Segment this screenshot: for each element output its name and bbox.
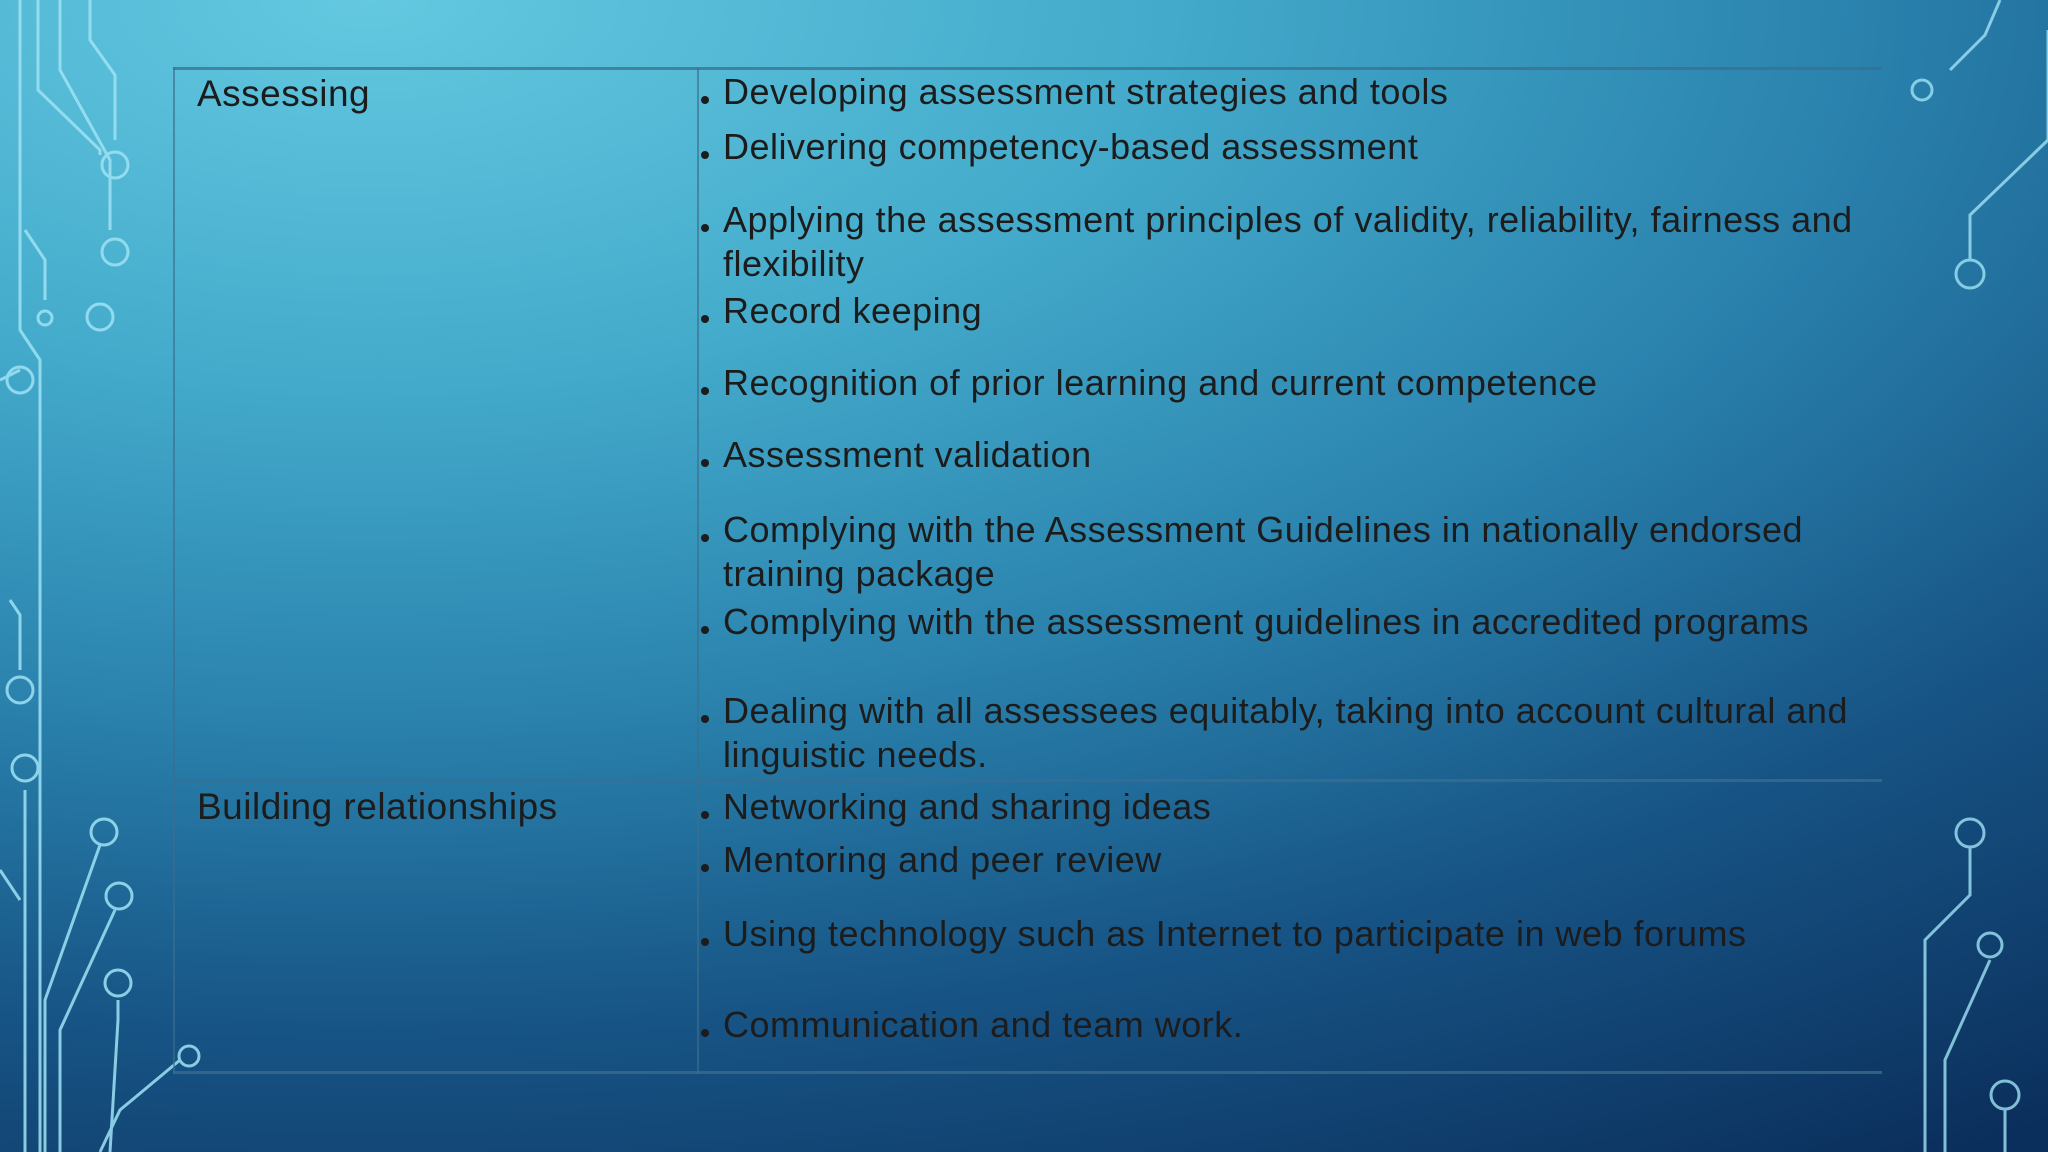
- list-item: Assessment validation: [723, 433, 1863, 477]
- list-item: Recognition of prior learning and current competence: [723, 361, 1863, 405]
- list-item: Complying with the Assessment Guidelines in nationally endorsed training package: [723, 508, 1863, 596]
- list-item: Using technology such as Internet to participate in web forums: [723, 912, 1863, 956]
- list-item: Complying with the assessment guidelines in accredited programs: [723, 600, 1863, 644]
- bullet-icon: [701, 224, 709, 232]
- bullet-icon: [701, 938, 709, 946]
- bullet-icon: [701, 626, 709, 634]
- content-table: [173, 67, 1882, 1074]
- list-item: Applying the assessment principles of validity, reliability, fairness and flexibility: [723, 198, 1863, 286]
- circuit-decoration-right: [1912, 0, 2048, 1152]
- list-item: Networking and sharing ideas: [723, 785, 1863, 829]
- list-item: Dealing with all assessees equitably, taking into account cultural and linguistic needs.: [723, 689, 1863, 777]
- bullet-icon: [701, 151, 709, 159]
- bullet-icon: [701, 864, 709, 872]
- list-item: Mentoring and peer review: [723, 838, 1863, 882]
- row-divider: [173, 779, 1882, 782]
- bullet-icon: [701, 387, 709, 395]
- list-item: Communication and team work.: [723, 1003, 1863, 1047]
- list-item: Delivering competency-based assessment: [723, 125, 1863, 169]
- table-bottom-border: [173, 1071, 1882, 1074]
- bullet-icon: [701, 96, 709, 104]
- category-building-relationships: Building relationships: [197, 786, 558, 827]
- list-item: Developing assessment strategies and tools: [723, 70, 1863, 114]
- bullet-icon: [701, 1029, 709, 1037]
- bullet-icon: [701, 459, 709, 467]
- category-assessing: Assessing: [197, 73, 371, 114]
- bullet-icon: [701, 315, 709, 323]
- bullet-icon: [701, 715, 709, 723]
- bullet-icon: [701, 534, 709, 542]
- table-left-border: [173, 67, 175, 1074]
- column-divider: [697, 67, 699, 1074]
- bullet-icon: [701, 811, 709, 819]
- list-item: Record keeping: [723, 289, 1863, 333]
